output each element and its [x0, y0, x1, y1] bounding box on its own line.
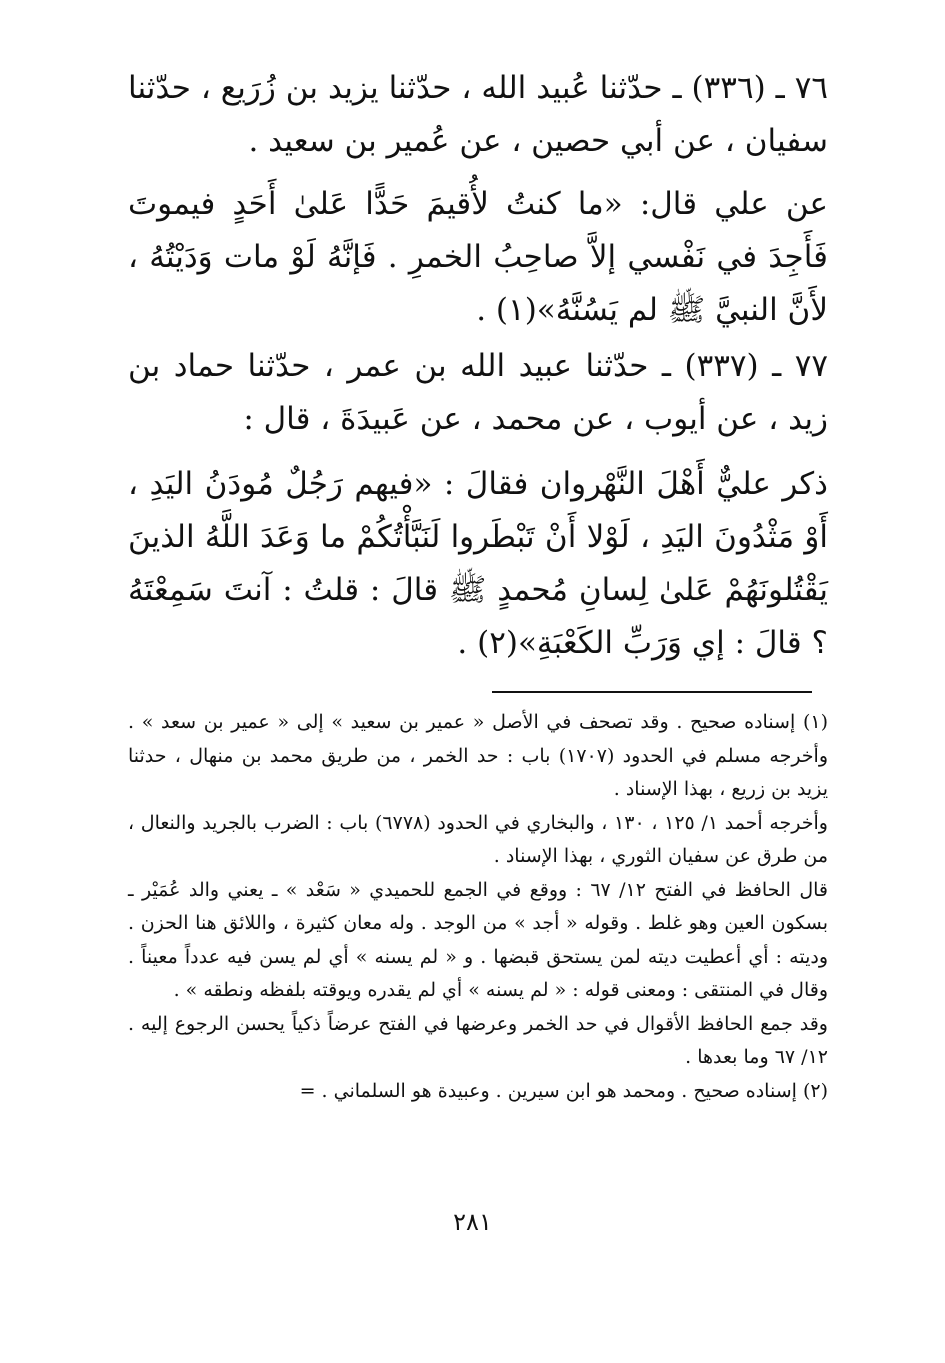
hadith-76-isnad-block — [128, 62, 828, 168]
hadith-77-isnad-block — [128, 340, 828, 446]
hadith-76-matn-block — [128, 178, 828, 337]
footnotes-section — [128, 706, 828, 1108]
footnote-1-para-1: (١) إسناده صحيح . وقد تصحف في الأصل « عمير بن سعيد » إلى « عمير بن سعد » . وأخرجه مسلم في الحدود (١٧٠٧) باب : حد الخمر ، من طريق محمد بن منهال ، حدثنا يزيد بن زريع ، بهذا الإسناد . — [128, 711, 829, 800]
hadith-76-matn: عن علي قال: «ما كنتُ لأُقيمَ حَدًّا عَلىٰ أَحَدٍ فيموتَ فَأَجِدَ في نَفْسي إلاَّ صاحِبُ الخمرِ . فَإنَّهُ لَوْ مات وَدَيْتُهُ ، لأَنَّ النبيَّ ﷺ لم يَسُنَّهُ»(١) . — [128, 186, 828, 328]
footnote-1-para-3: قال الحافظ في الفتح ١٢/ ٦٧ : ووقع في الجمع للحميدي « سَعْد » ـ يعني والد عُمَيْر ـ بسكون العين وهو غلط . وقوله « أجد » من الوجد . وله معان كثيرة ، واللائق هنا الحزن . وديته : أي أعطيت ديته لمن يستحق قبضها . و « لم يسنه » أي لم يسن فيه عدداً معيناً . وقال في المنتقى : ومعنى قوله : « لم يسنه » أي لم يقدره ويوقته بلفظه ونطقه » . — [128, 878, 828, 1001]
footnote-1-para-4: وقد جمع الحافظ الأقوال في حد الخمر وعرضها في الفتح عرضاً ذكياً يحسن الرجوع إليه . ١٢/ ٦٧ وما بعدها . — [128, 1012, 828, 1068]
hadith-77-matn: ذكر عليٌّ أَهْلَ النَّهْروان فقالَ : «فيهم رَجُلٌ مُودَنُ اليَدِ ، أَوْ مَثْدُونَ اليَدِ ، لَوْلا أَنْ تَبْطَروا لَنَبَّأْتُكُمْ ما وَعَدَ اللَّهُ الذينَ يَقْتُلونَهُمْ عَلىٰ لِسانِ مُحمدٍ ﷺ قالَ : قلتُ : آنتَ سَمِعْتَهُ ؟ قالَ : إي وَرَبِّ الكَعْبَةِ»(٢) . — [128, 466, 828, 661]
footnote-2: (٢) إسناده صحيح . ومحمد هو ابن سيرين . وعبيدة هو السلماني . = — [299, 1079, 828, 1102]
hadith-76-isnad: ٧٦ ـ (٣٣٦) ـ حدّثنا عُبيد الله ، حدّثنا يزيد بن زُرَيع ، حدّثنا سفيان ، عن أبي حصين ، عن عُمير بن سعيد . — [128, 70, 828, 159]
footnote-separator — [492, 691, 812, 693]
hadith-77-matn-block — [128, 458, 828, 670]
footnote-1-para-2: وأخرجه أحمد ١/ ١٢٥ ، ١٣٠ ، والبخاري في الحدود (٦٧٧٨) باب : الضرب بالجريد والنعال ، من طرق عن سفيان الثوري ، بهذا الإسناد . — [128, 811, 828, 867]
hadith-77-isnad: ٧٧ ـ (٣٣٧) ـ حدّثنا عبيد الله بن عمر ، حدّثنا حماد بن زيد ، عن أيوب ، عن محمد ، عن عَبيدَةَ ، قال : — [128, 348, 828, 437]
page-number: ٢٨١ — [453, 1208, 492, 1236]
